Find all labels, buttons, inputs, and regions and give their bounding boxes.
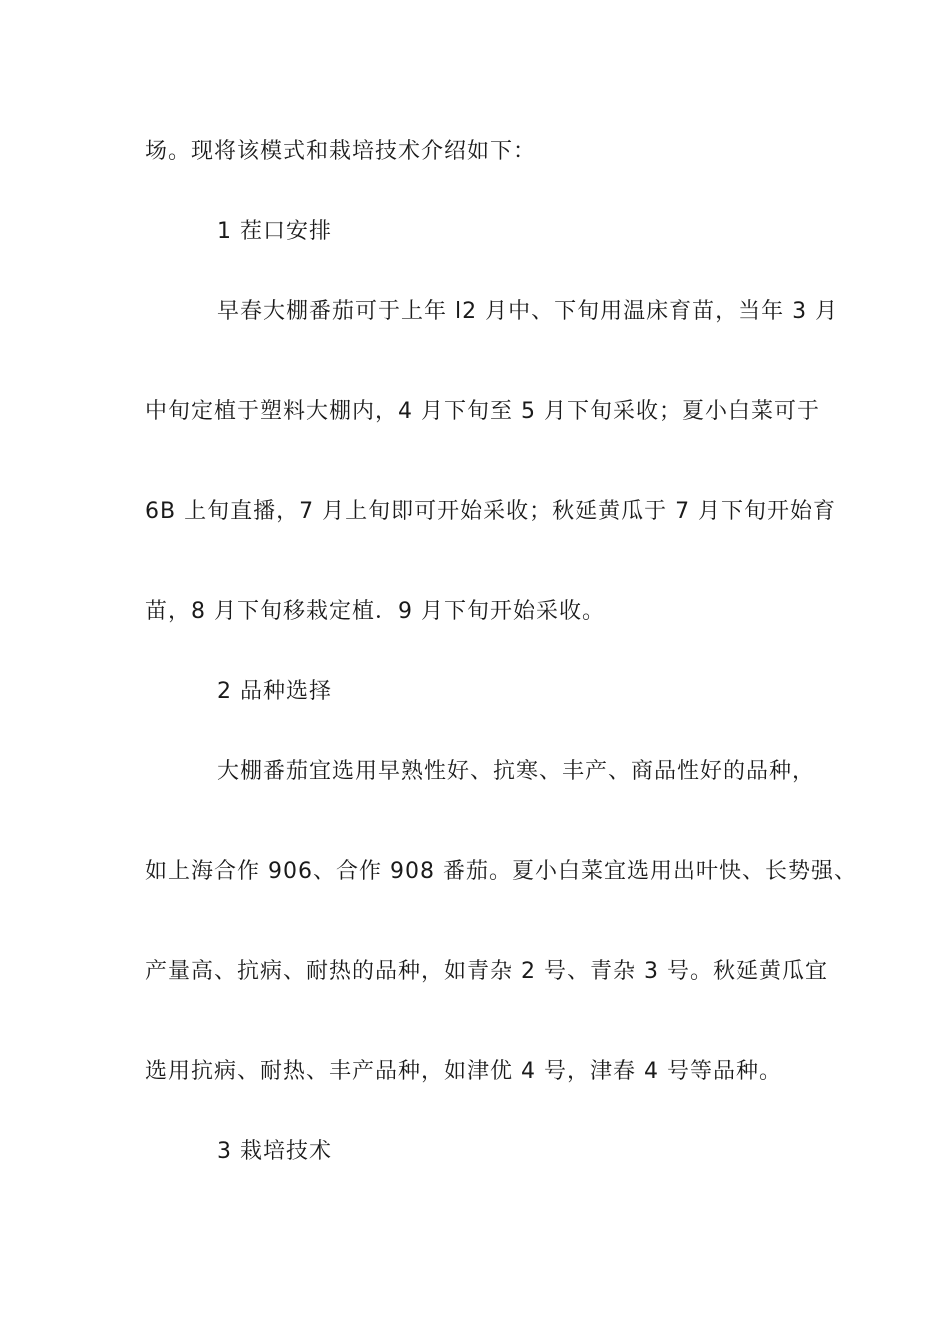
body-line: 6B 上旬直播，7 月上旬即可开始采收；秋延黄瓜于 7 月下旬开始育 — [145, 499, 837, 524]
section-heading: 2 品种选择 — [217, 679, 332, 704]
body-line: 如上海合作 906、合作 908 番茄。夏小白菜宜选用出叶快、长势强、 — [145, 859, 857, 884]
body-line: 选用抗病、耐热、丰产品种，如津优 4 号，津春 4 号等品种。 — [145, 1059, 782, 1084]
body-line: 产量高、抗病、耐热的品种，如青杂 2 号、青杂 3 号。秋延黄瓜宜 — [145, 959, 828, 984]
body-line: 苗，8 月下旬移栽定植．9 月下旬开始采收。 — [145, 599, 605, 624]
body-line: 场。现将该模式和栽培技术介绍如下： — [145, 139, 537, 164]
body-line: 早春大棚番茄可于上年 l2 月中、下旬用温床育苗，当年 3 月 — [217, 299, 839, 324]
body-line: 中旬定植于塑料大棚内，4 月下旬至 5 月下旬采收；夏小白菜可于 — [145, 399, 820, 424]
body-line: 大棚番茄宜选用早熟性好、抗寒、丰产、商品性好的品种， — [217, 759, 816, 784]
section-heading: 3 栽培技术 — [217, 1139, 332, 1164]
section-heading: 1 茬口安排 — [217, 219, 332, 244]
